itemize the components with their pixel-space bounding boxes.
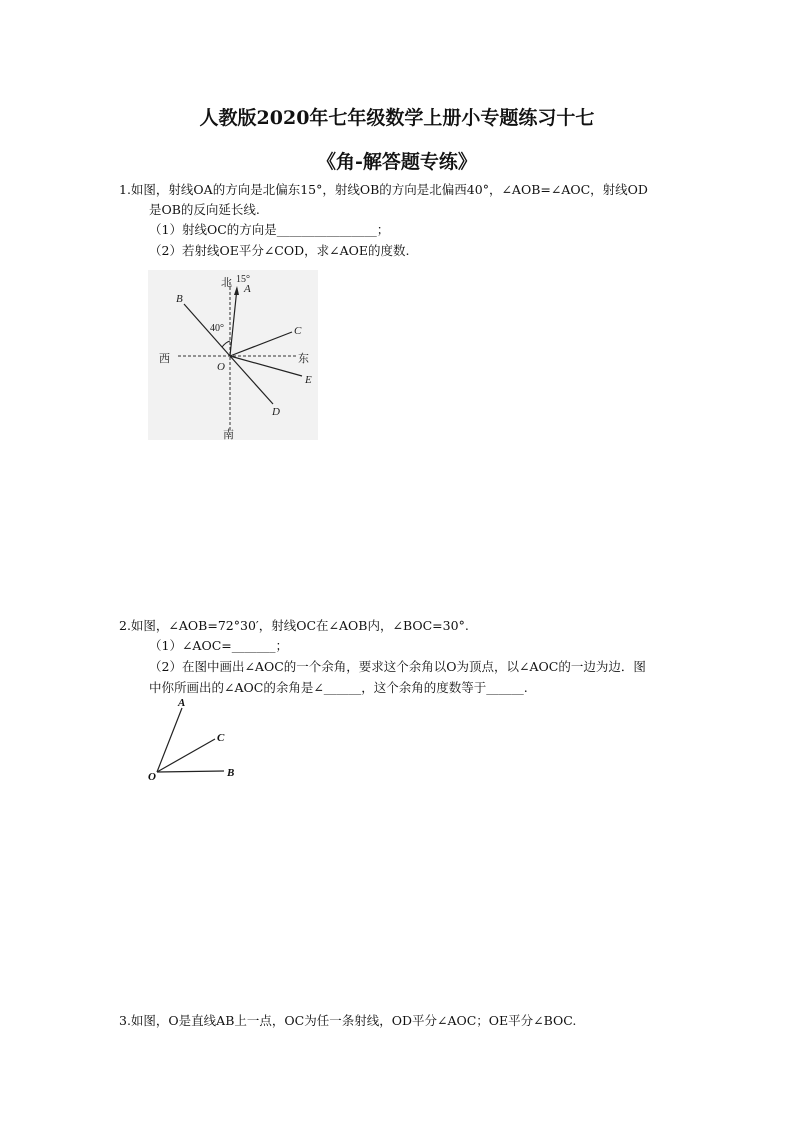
point-o-label: O <box>148 771 156 783</box>
angle-label-40: 40° <box>210 323 224 334</box>
point-c-label: C <box>217 732 225 744</box>
east-label: 东 <box>298 352 309 365</box>
west-label: 西 <box>159 352 170 365</box>
page-subtitle: 《角-解答题专练》 <box>317 151 477 173</box>
q2-stem: 2.如图，∠AOB=72°30′，射线OC在∠AOB内，∠BOC=30°. <box>119 618 469 633</box>
point-b-label: B <box>227 767 235 779</box>
point-c-label: C <box>294 325 302 337</box>
point-o-label: O <box>217 361 225 373</box>
point-e-label: E <box>305 374 312 386</box>
point-a-label: A <box>244 283 251 295</box>
q1-stem-line2: 是OB的反向延长线. <box>149 202 260 217</box>
q2-part2-line1: （2）在图中画出∠AOC的一个余角，要求这个余角以O为顶点，以∠AOC的一边为边．图 <box>149 659 646 674</box>
q2-part1: （1）∠AOC=_______； <box>149 638 288 653</box>
ray-oa <box>157 708 182 772</box>
ray-ob <box>157 771 224 772</box>
page-title: 人教版2020年七年级数学上册小专题练习十七 <box>199 107 595 129</box>
q1-compass-figure <box>148 270 318 440</box>
q1-stem-line1: 1.如图，射线OA的方向是北偏东15°，射线OB的方向是北偏西40°，∠AOB=∠AOC，射线OD <box>119 182 648 197</box>
point-a-label: A <box>178 697 186 709</box>
q3-stem: 3.如图，O是直线AB上一点，OC为任一条射线，OD平分∠AOC；OE平分∠BOC. <box>119 1013 577 1028</box>
point-b-label: B <box>176 293 183 305</box>
q2-part2-line2: 中你所画出的∠AOC的余角是∠______，这个余角的度数等于______. <box>149 680 528 695</box>
q1-part2: （2）若射线OE平分∠COD，求∠AOE的度数. <box>149 243 410 258</box>
ray-oc <box>157 739 215 772</box>
q1-part1: （1）射线OC的方向是________________； <box>149 222 390 237</box>
q2-angle-figure <box>140 694 250 786</box>
north-label: 北 <box>221 276 232 289</box>
south-label: 南 <box>223 428 234 440</box>
point-d-label: D <box>272 406 280 418</box>
angle-label-15: 15° <box>236 274 250 285</box>
